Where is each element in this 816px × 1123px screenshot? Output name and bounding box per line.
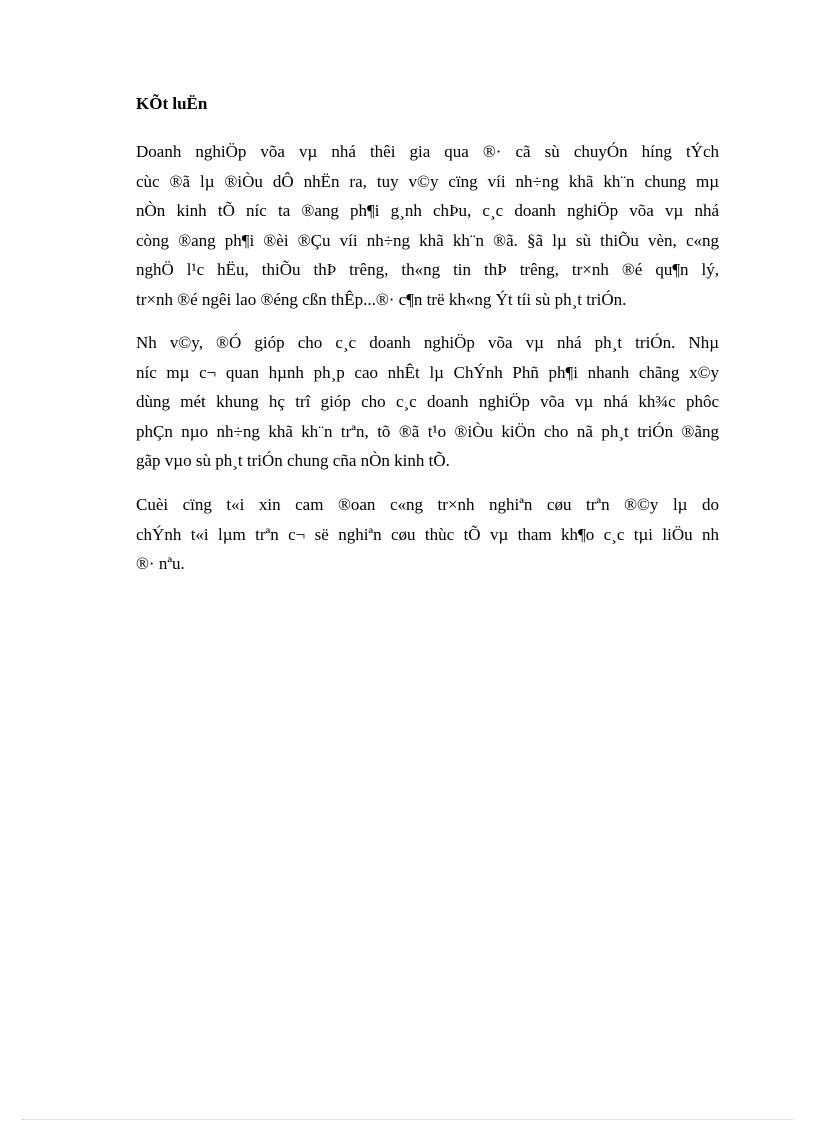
paragraph-3 [136, 490, 719, 579]
paragraph-2-line: phÇn nµo nh÷ng khã kh¨n trªn, tõ ®ã t¹o ®iÒu kiÖn cho nã ph¸t triÓn ®ãng [136, 421, 719, 441]
paragraph-3-line: ®· nªu. [136, 554, 185, 573]
paragraph-2-line: Nh v©y, ®Ó gióp cho c¸c doanh nghiÖp võa vµ nhá ph¸t triÓn. Nhµ [136, 333, 719, 352]
paragraph-2-line: dùng mét khung hç trî gióp cho c¸c doanh nghiÖp võa vµ nhá kh¾c phôc [136, 392, 719, 411]
paragraph-1 [136, 137, 719, 314]
paragraph-3-line: Cuèi cïng t«i xin cam ®oan c«ng tr×nh nghiªn cøu trªn ®©y lµ do [136, 495, 719, 514]
paragraph-2 [136, 328, 719, 476]
paragraph-1-line: tr×nh ®é ngêi lao ®éng cßn thÊp...®· c¶n trë kh«ng Ýt tíi sù ph¸t triÓn. [136, 289, 627, 309]
paragraph-1-line: nÒn kinh tÕ níc ta ®ang ph¶i g¸nh chÞu, c¸c doanh nghiÖp võa vµ nhá [136, 201, 719, 220]
section-heading: KÕt luËn [136, 94, 208, 113]
paragraph-1-line: nghÖ l¹c hËu, thiÕu thÞ trêng, th«ng tin thÞ trêng, tr×nh ®é qu¶n lý, [136, 260, 719, 279]
paragraph-1-line: cùc ®ã lµ ®iÒu dÔ nhËn ra, tuy v©y cïng víi nh÷ng khã kh¨n chung mµ [136, 171, 719, 191]
paragraph-1-line: Doanh nghiÖp võa vµ nhá thêi gia qua ®· cã sù chuyÓn híng tÝch [136, 142, 719, 161]
paragraph-2-line: níc mµ c¬ quan hµnh ph¸p cao nhÊt lµ ChÝnh Phñ ph¶i nhanh chãng x©y [136, 362, 719, 382]
page-bottom-divider [22, 1119, 794, 1120]
paragraph-3-line: chÝnh t«i lµm trªn c¬ së nghiªn cøu thùc tÕ vµ tham kh¶o c¸c tµi liÖu nh [136, 524, 719, 544]
paragraph-2-line: gãp vµo sù ph¸t triÓn chung cña nÒn kinh tÕ. [136, 451, 450, 470]
paragraph-1-line: còng ®ang ph¶i ®èi ®Çu víi nh÷ng khã kh¨n ®ã. §ã lµ sù thiÕu vèn, c«ng [136, 230, 719, 250]
